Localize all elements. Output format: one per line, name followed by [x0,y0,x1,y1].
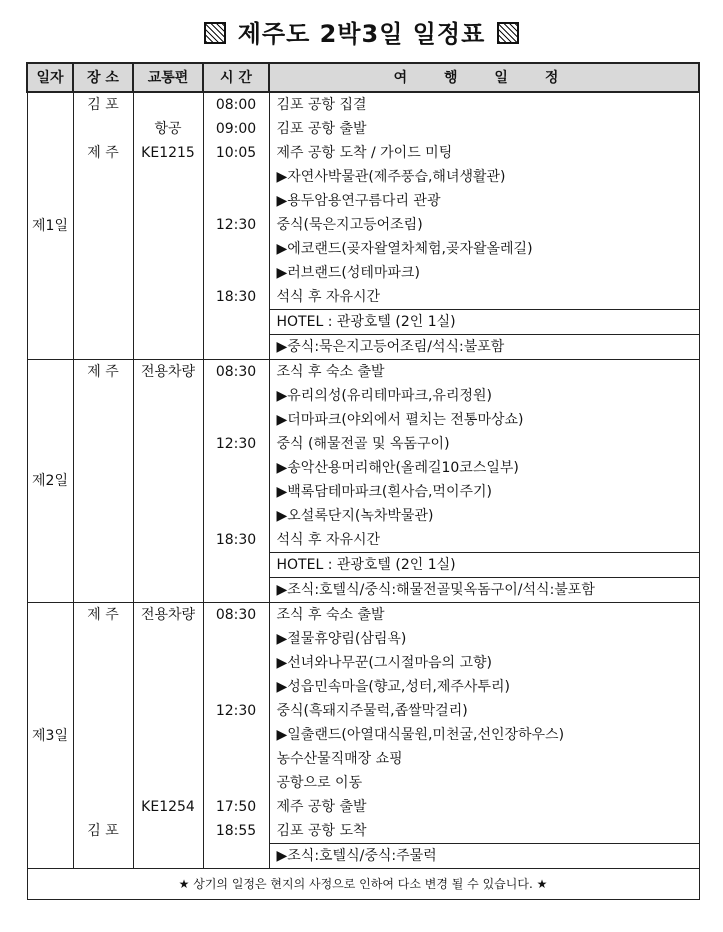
time-cell [204,675,269,699]
place-cell [74,747,133,771]
transport-cell [134,699,203,723]
place-cell [74,456,133,480]
hotel-info: HOTEL : 관광호텔 (2인 1실) [269,553,699,578]
itinerary-item: ▶러브랜드(성테마파크) [276,265,420,281]
meal-info: ▶조식:호텔식/중식:해물전골및옥돔구이/석식:불포함 [269,578,699,603]
time-cell: 09:00 [215,121,257,137]
transport-cell [134,528,203,552]
meal-info: ▶중식:묵은지고등어조림/석식:불포함 [269,335,699,360]
place-cell: 제 주 [87,364,119,380]
time-cell: 12:30 [215,703,257,719]
title-text: 제주도 2박3일 일정표 [237,20,486,48]
transport-cell [134,456,203,480]
transport-cell [134,432,203,456]
time-cell [204,237,269,261]
time-cell: 18:55 [215,823,257,839]
itinerary-item: 제주 공항 도착 / 가이드 미팅 [276,145,453,161]
transport-cell [134,189,203,213]
itinerary-item: ▶절물휴양림(삼림욕) [276,631,407,647]
transport-cell [134,408,203,432]
place-cell [74,504,133,528]
time-cell [204,165,269,189]
time-cell [204,456,269,480]
itinerary-column [269,92,699,310]
place-cell [74,528,133,552]
itinerary-item: ▶더마파크(야외에서 펼치는 전통마상쇼) [276,412,524,428]
transport-cell: KE1254 [141,799,195,815]
place-column [73,92,133,360]
place-cell [74,285,133,309]
time-cell [204,627,269,651]
itinerary-item: 제주 공항 출발 [276,799,367,815]
time-cell: 12:30 [215,217,257,233]
time-cell [204,189,269,213]
itinerary-item: 김포 공항 출발 [276,121,367,137]
itinerary-item: ▶성읍민속마을(향교,성터,제주사투리) [276,679,510,695]
itinerary-item: ▶용두암용연구름다리 관광 [276,193,441,209]
hatched-square-icon [497,22,519,44]
itinerary-column [269,360,699,553]
time-cell [204,384,269,408]
place-column [73,360,133,603]
transport-cell [134,675,203,699]
time-cell [204,723,269,747]
transport-cell [134,237,203,261]
place-cell: 김 포 [87,97,119,113]
place-cell [74,384,133,408]
transport-cell [134,723,203,747]
transport-cell [134,165,203,189]
itinerary-column [269,603,699,844]
transport-cell [134,93,203,117]
time-cell: 12:30 [215,436,257,452]
itinerary-item: 중식 (해물전골 및 옥돔구이) [276,436,450,452]
time-cell [204,408,269,432]
place-cell [74,237,133,261]
time-cell: 18:30 [215,289,257,305]
itinerary-item: ▶자연사박물관(제주풍습,해녀생활관) [276,169,506,185]
itinerary-item: ▶유리의성(유리테마파크,유리정원) [276,388,492,404]
transport-cell [134,213,203,237]
page-title [0,14,723,49]
place-cell [74,165,133,189]
itinerary-item: 공항으로 이동 [276,775,363,791]
place-cell [74,117,133,141]
place-cell [74,651,133,675]
itinerary-item: ▶백록담테마파크(흰사슴,먹이주기) [276,484,492,500]
time-cell [204,261,269,285]
time-cell: 18:30 [215,532,257,548]
day-row [27,92,699,310]
itinerary-item: ▶에코랜드(곶자왈열차체험,곶자왈올레길) [276,241,533,257]
transport-cell [134,504,203,528]
time-cell: 10:05 [215,145,257,161]
place-cell [74,627,133,651]
itinerary-item: 중식(묵은지고등어조림) [276,217,423,233]
time-cell [204,651,269,675]
transport-cell [134,747,203,771]
itinerary-item: 김포 공항 집결 [276,97,367,113]
place-cell: 제 주 [87,607,119,623]
transport-cell [134,384,203,408]
time-column [203,603,269,869]
itinerary-item: 조식 후 숙소 출발 [276,607,385,623]
transport-column [133,603,203,869]
place-cell [74,213,133,237]
place-cell [74,480,133,504]
place-cell: 제 주 [87,145,119,161]
transport-cell: 항공 [154,121,182,137]
time-cell: 08:30 [215,607,257,623]
schedule-table [26,62,700,900]
day-row [27,603,699,844]
place-cell [74,795,133,819]
place-column [73,603,133,869]
transport-cell: 전용차량 [140,607,196,623]
itinerary-item: 석식 후 자유시간 [276,289,381,305]
time-cell: 08:00 [215,97,257,113]
header-time: 시 간 [203,63,269,92]
place-cell [74,771,133,795]
header-transport: 교통편 [133,63,203,92]
table-header-row [27,63,699,92]
itinerary-item: ▶일출랜드(아열대식물원,미천굴,선인장하우스) [276,727,565,743]
transport-cell: KE1215 [141,145,195,161]
day-row [27,360,699,553]
time-cell [204,747,269,771]
hotel-info: HOTEL : 관광호텔 (2인 1실) [269,310,699,335]
time-column [203,92,269,360]
footnote-row [27,869,699,900]
header-place: 장 소 [73,63,133,92]
place-cell [74,189,133,213]
day-label: 제2일 [27,360,73,603]
place-cell: 김 포 [87,823,119,839]
place-cell [74,408,133,432]
place-cell [74,675,133,699]
transport-cell [134,480,203,504]
itinerary-item: 농수산물직매장 쇼핑 [276,751,403,767]
place-cell [74,723,133,747]
header-plan: 여 행 일 정 [269,63,699,92]
transport-cell [134,285,203,309]
day-label: 제1일 [27,92,73,360]
itinerary-item: ▶오설록단지(녹차박물관) [276,508,434,524]
transport-cell [134,819,203,843]
time-cell [204,771,269,795]
itinerary-item: 중식(흑돼지주물럭,좁쌀막걸리) [276,703,468,719]
transport-cell [134,771,203,795]
transport-column [133,92,203,360]
header-day: 일자 [27,63,73,92]
transport-cell [134,627,203,651]
meal-info: ▶조식:호텔식/중식:주물럭 [269,844,699,869]
hatched-square-icon [204,22,226,44]
transport-cell: 전용차량 [140,364,196,380]
time-cell [204,480,269,504]
day-label: 제3일 [27,603,73,869]
place-cell [74,699,133,723]
time-cell [204,504,269,528]
schedule-body [27,92,699,869]
itinerary-item: ▶송악산용머리해안(올레길10코스일부) [276,460,519,476]
transport-cell [134,651,203,675]
itinerary-item: ▶선녀와나무꾼(그시절마음의 고향) [276,655,492,671]
place-cell [74,432,133,456]
footnote: ★ 상기의 일정은 현지의 사정으로 인하여 다소 변경 될 수 있습니다. ★ [27,869,699,900]
itinerary-item: 김포 공항 도착 [276,823,367,839]
itinerary-item: 조식 후 숙소 출발 [276,364,385,380]
itinerary-item: 석식 후 자유시간 [276,532,381,548]
time-cell: 17:50 [215,799,257,815]
transport-column [133,360,203,603]
place-cell [74,261,133,285]
transport-cell [134,261,203,285]
time-cell: 08:30 [215,364,257,380]
time-column [203,360,269,603]
